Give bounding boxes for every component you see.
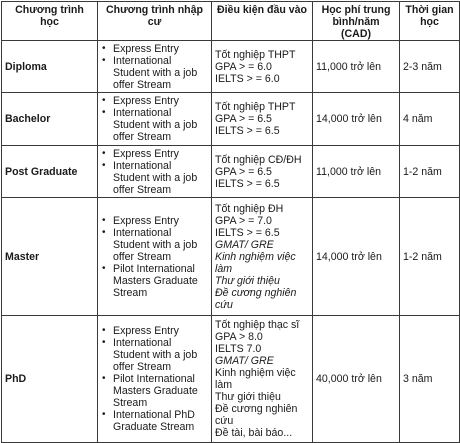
immigration-cell [98, 146, 212, 198]
requirements-cell [212, 93, 313, 146]
requirement-line: IELTS > = 6.5 [215, 226, 280, 239]
immigration-item: • Express Entry [101, 148, 208, 160]
program-cell: Bachelor [2, 93, 98, 146]
immigration-item: • Pilot International Masters Graduate Stream [101, 263, 208, 299]
requirement-line: Tốt nghiệp ĐH [215, 202, 284, 215]
immigration-item: • Express Entry [101, 43, 208, 55]
requirement-line: IELTS > = 6.0 [215, 72, 280, 85]
requirement-line: IELTS > = 6.5 [215, 125, 280, 137]
header-requirements: Điều kiện đầu vào [212, 2, 313, 41]
requirement-line: Thư giới thiệu [215, 391, 281, 403]
program-cell: Post Graduate [2, 146, 98, 198]
immigration-cell [98, 198, 212, 316]
fee-cell: 14,000 trở lên [313, 93, 400, 146]
requirement-line: GPA > 8.0 [215, 331, 263, 343]
requirement-line: GPA > = 6.0 [215, 60, 272, 73]
requirement-line: Đề tài, bài báo... [215, 427, 293, 439]
requirement-line: IELTS 7.0 [215, 343, 262, 355]
immigration-item: • International Student with a job offer Stream [101, 337, 208, 373]
requirement-line: Tốt nghiệp THPT [215, 101, 296, 113]
program-cell: PhD [2, 316, 98, 443]
duration-cell: 3 năm [400, 316, 460, 443]
duration-cell: 4 năm [400, 93, 460, 146]
immigration-list [101, 215, 208, 299]
requirement-line: Tốt nghiệp thạc sĩ [215, 319, 300, 331]
header-duration: Thời gian học [400, 2, 460, 41]
program-cell: Master [2, 198, 98, 316]
requirement-line: GMAT/ GRE [215, 355, 274, 367]
fee-cell: 11,000 trở lên [313, 146, 400, 198]
requirements-cell [212, 198, 313, 316]
header-immigration: Chương trình nhập cư [98, 2, 212, 41]
immigration-item: • International PhD Graduate Stream [101, 409, 208, 433]
immigration-list [101, 148, 208, 196]
immigration-item: • Express Entry [101, 215, 208, 227]
duration-cell: 1-2 năm [400, 146, 460, 198]
requirement-line: Tốt nghiệp CĐ/ĐH [215, 153, 302, 166]
immigration-cell [98, 93, 212, 146]
immigration-cell [98, 41, 212, 93]
table-row [2, 316, 460, 443]
requirements-cell [212, 146, 313, 198]
header-program: Chương trình học [2, 2, 98, 41]
duration-cell: 2-3 năm [400, 41, 460, 93]
immigration-item: • International Student with a job offer Stream [101, 55, 208, 91]
immigration-list [101, 325, 208, 433]
header-fee: Học phí trung bình/năm (CAD) [313, 2, 400, 41]
requirement-line: GPA > = 6.5 [215, 165, 272, 178]
table-row [2, 146, 460, 198]
requirement-line: Đề cương nghiên cứu [215, 403, 298, 427]
requirement-line: GMAT/ GRE [215, 238, 274, 251]
immigration-item: • Express Entry [101, 95, 208, 107]
table-row [2, 198, 460, 316]
table-row [2, 41, 460, 93]
fee-cell: 40,000 trở lên [313, 316, 400, 443]
immigration-list [101, 95, 208, 143]
immigration-item: • International Student with a job offer Stream [101, 107, 208, 143]
requirement-line: Kinh nghiệm việc làm [215, 367, 296, 391]
program-cell: Diploma [2, 41, 98, 93]
table-body [2, 41, 460, 443]
program-table [1, 1, 460, 443]
requirement-line: Thư giới thiệu [215, 274, 280, 287]
requirement-line: Tốt nghiệp THPT [215, 48, 296, 61]
requirements-cell [212, 316, 313, 443]
fee-cell: 14,000 trở lên [313, 198, 400, 316]
requirement-line: Đề cương nghiên cứu [215, 286, 297, 311]
immigration-item: • Express Entry [101, 325, 208, 337]
immigration-item: • International Student with a job offer Stream [101, 160, 208, 196]
requirement-line: IELTS > = 6.5 [215, 177, 280, 190]
immigration-cell [98, 316, 212, 443]
immigration-item: • Pilot International Masters Graduate Stream [101, 373, 208, 409]
header-row [2, 2, 460, 41]
requirement-line: GPA > = 6.5 [215, 113, 272, 125]
requirement-line: Kinh nghiệm việc làm [215, 250, 296, 275]
fee-cell: 11,000 trở lên [313, 41, 400, 93]
duration-cell: 1-2 năm [400, 198, 460, 316]
table-row [2, 93, 460, 146]
immigration-list [101, 43, 208, 91]
immigration-item: • International Student with a job offer Stream [101, 227, 208, 263]
requirements-cell [212, 41, 313, 93]
requirement-line: GPA > = 7.0 [215, 214, 272, 227]
